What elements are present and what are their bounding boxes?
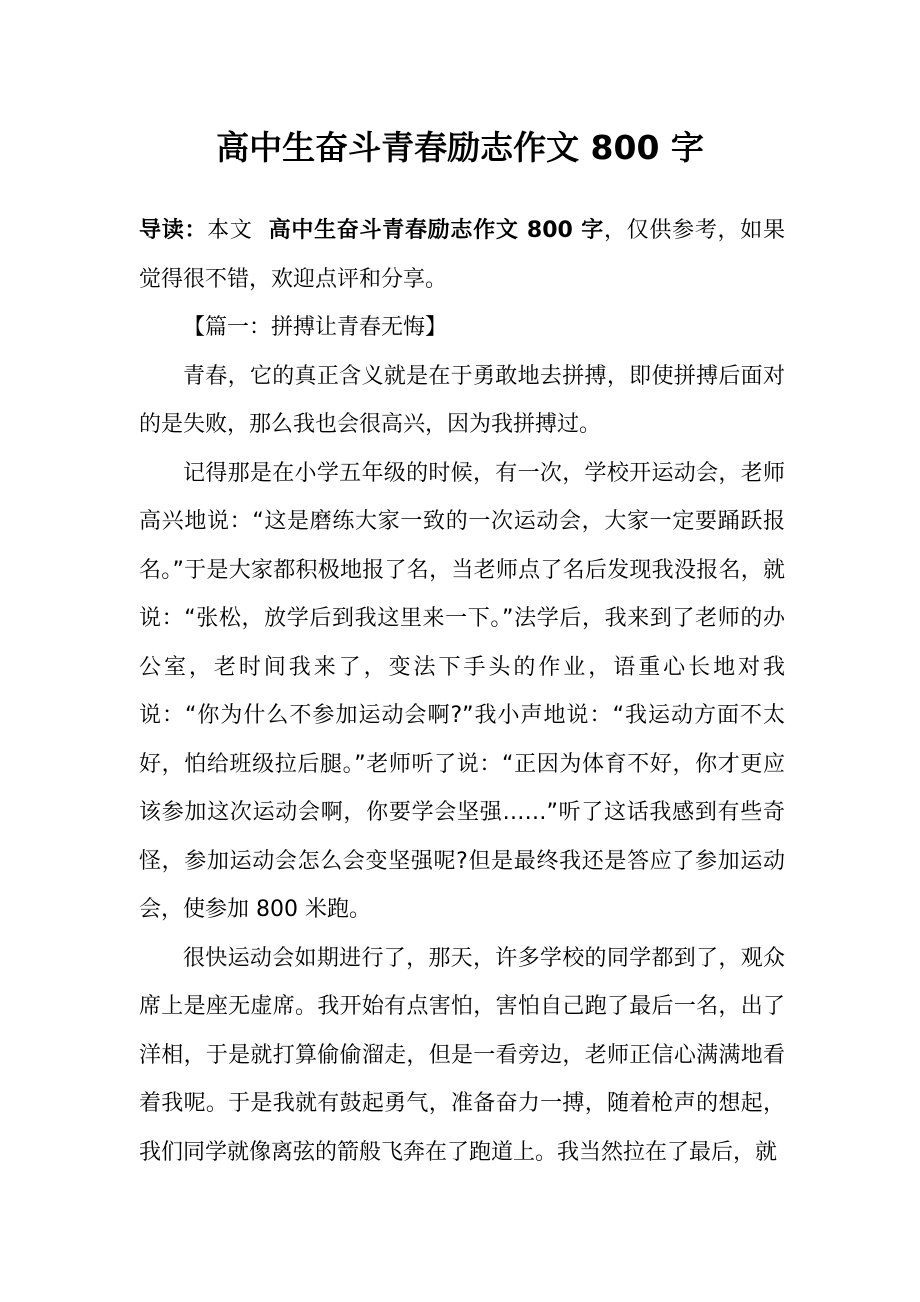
intro-title-reference: 高中生奋斗青春励志作文 800 字 (268, 218, 604, 243)
body-paragraph-2: 记得那是在小学五年级的时候，有一次，学校开运动会，老师高兴地说：“这是磨练大家一致的一次运动会，大家一定要踊跃报名。”于是大家都积极地报了名，当老师点了名后发现我没报名，就说：“张松，放学后到我这里来一下。”法学后，我来到了老师的办公室，老时间我来了，变法下手头的作业，语重心长地对我说：“你为什么不参加运动会啊?”我小声地说：“我运动方面不太好，怕给班级拉后腿。”老师听了说：“正因为体育不好，你才更应该参加这次运动会啊，你要学会坚强……”听了这话我感到有些奇怪，参加运动会怎么会变坚强呢?但是最终我还是答应了参加运动会，使参加 800 米跑。 (139, 460, 785, 922)
body-paragraph-3: 很快运动会如期进行了，那天，许多学校的同学都到了，观众席上是座无虚席。我开始有点害怕，害怕自己跑了最后一名，出了洋相，于是就打算偷偷溜走，但是一看旁边，老师正信心满满地看着我呢。于是我就有鼓起勇气，准备奋力一搏，随着枪声的想起，我们同学就像离弦的箭般飞奔在了跑道上。我当然拉在了最后，就 (139, 945, 785, 1165)
document-body (139, 207, 785, 1177)
intro-paragraph (139, 207, 785, 304)
document-title: 高中生奋斗青春励志作文 800 字 (216, 128, 704, 167)
section-heading: 【篇一：拼搏让青春无悔】 (183, 315, 448, 340)
intro-label: 导读： (139, 218, 208, 243)
intro-prefix: 本文 (207, 218, 253, 243)
intro-suffix: ，仅供参考，如果觉得很不错，欢迎点评和分享。 (139, 218, 785, 292)
body-paragraph-1: 青春，它的真正含义就是在于勇敢地去拼搏，即使拼搏后面对的是失败，那么我也会很高兴，因为我拼搏过。 (139, 363, 785, 437)
